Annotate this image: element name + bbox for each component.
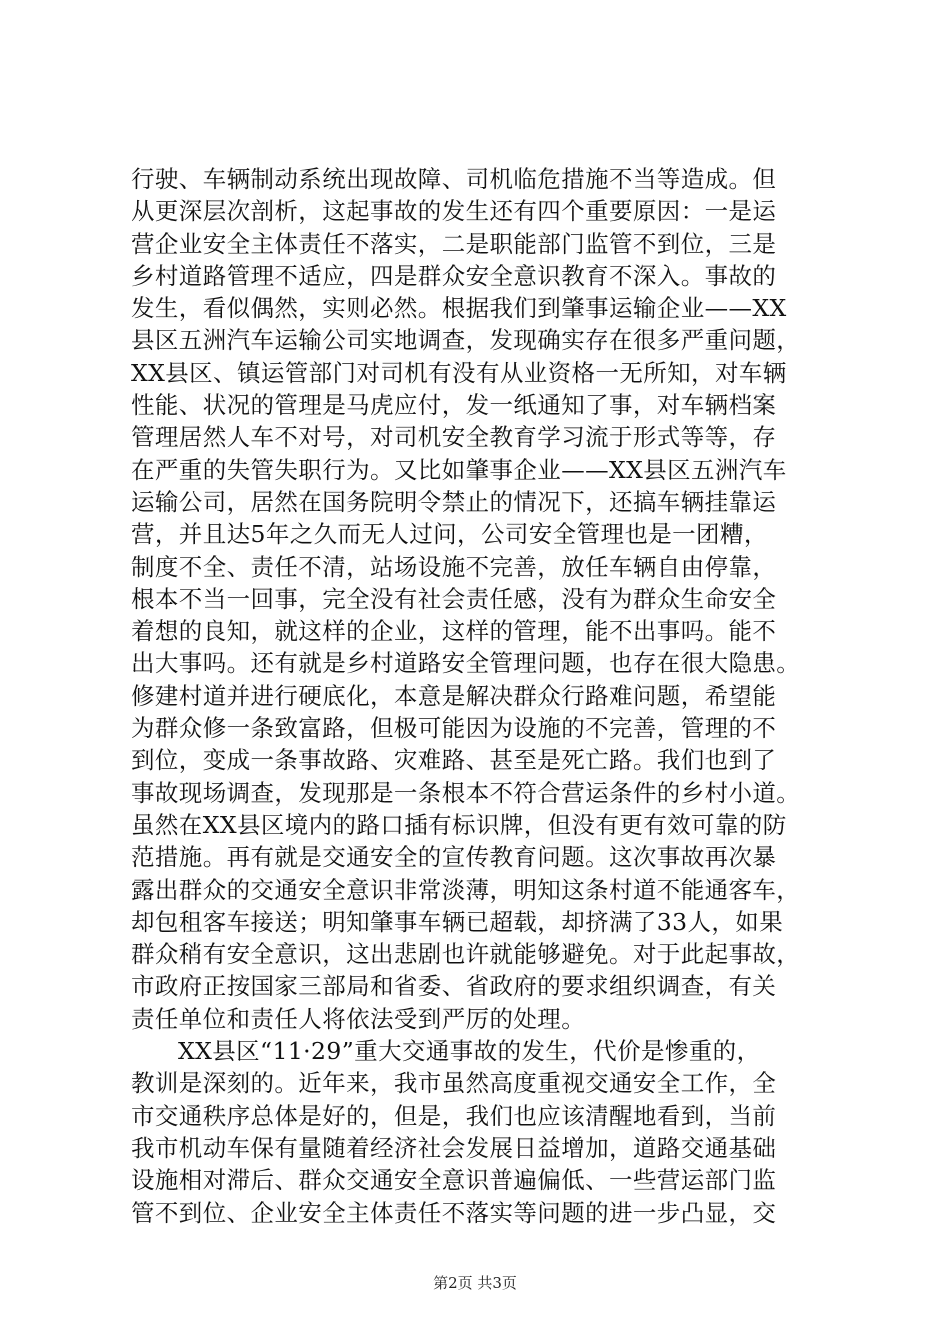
text-line: 县区五洲汽车运输公司实地调查，发现确实存在很多严重问题， <box>131 326 801 355</box>
text-line: 性能、状况的管理是马虎应付，发一纸通知了事，对车辆档案 <box>131 391 777 420</box>
text-line: 露出群众的交通安全意识非常淡薄，明知这条村道不能通客车， <box>131 875 801 904</box>
text-line: 虽然在XX县区境内的路口插有标识牌，但没有更有效可靠的防 <box>131 810 787 839</box>
text-line: 从更深层次剖析，这起事故的发生还有四个重要原因：一是运 <box>131 197 777 226</box>
text-line: 到位，变成一条事故路、灾难路、甚至是死亡路。我们也到了 <box>131 746 777 775</box>
text-line: 却包租客车接送；明知肇事车辆已超载，却挤满了33人，如果 <box>131 907 784 936</box>
text-line: 设施相对滞后、群众交通安全意识普遍偏低、一些营运部门监 <box>131 1166 777 1195</box>
text-line: 营企业安全主体责任不落实，二是职能部门监管不到位，三是 <box>131 229 777 258</box>
text-line: 管理居然人车不对号，对司机安全教育学习流于形式等等，存 <box>131 423 777 452</box>
text-line: 行驶、车辆制动系统出现故障、司机临危措施不当等造成。但 <box>131 165 777 193</box>
text-line: 乡村道路管理不适应，四是群众安全意识教育不深入。事故的 <box>131 261 777 290</box>
text-line: 我市机动车保有量随着经济社会发展日益增加，道路交通基础 <box>131 1133 777 1162</box>
text-line: 市交通秩序总体是好的，但是，我们也应该清醒地看到，当前 <box>131 1101 777 1130</box>
text-line: 教训是深刻的。近年来，我市虽然高度重视交通安全工作，全 <box>131 1069 777 1098</box>
text-line: 着想的良知，就这样的企业，这样的管理，能不出事吗。能不 <box>131 617 777 646</box>
text-line: XX县区、镇运管部门对司机有没有从业资格一无所知，对车辆 <box>131 358 787 387</box>
body-text <box>131 163 851 1229</box>
text-line: 范措施。再有就是交通安全的宣传教育问题。这次事故再次暴 <box>131 843 777 872</box>
text-line: 市政府正按国家三部局和省委、省政府的要求组织调查，有关 <box>131 972 777 1001</box>
text-line: 出大事吗。还有就是乡村道路安全管理问题，也存在很大隐患。 <box>131 649 801 678</box>
text-line: 运输公司，居然在国务院明令禁止的情况下，还搞车辆挂靠运 <box>131 487 777 516</box>
paragraph-start-line: XX县区“11·29”重大交通事故的发生，代价是惨重的， <box>178 1037 761 1066</box>
text-line: 管不到位、企业安全主体责任不落实等问题的进一步凸显，交 <box>131 1198 777 1227</box>
text-line: 制度不全、责任不清，站场设施不完善，放任车辆自由停靠， <box>131 552 777 581</box>
text-line: 事故现场调查，发现那是一条根本不符合营运条件的乡村小道。 <box>131 778 801 807</box>
text-line: 营，并且达5年之久而无人过问，公司安全管理也是一团糟， <box>131 520 768 549</box>
text-line: 修建村道并进行硬底化，本意是解决群众行路难问题，希望能 <box>131 681 777 710</box>
text-line: 责任单位和责任人将依法受到严厉的处理。 <box>131 1004 586 1033</box>
text-line: 根本不当一回事，完全没有社会责任感，没有为群众生命安全 <box>131 584 777 613</box>
text-line: 发生，看似偶然，实则必然。根据我们到肇事运输企业——XX <box>131 294 787 323</box>
text-line: 群众稍有安全意识，这出悲剧也许就能够避免。对于此起事故， <box>131 940 801 969</box>
text-line: 在严重的失管失职行为。又比如肇事企业——XX县区五洲汽车 <box>131 455 787 484</box>
page-number-footer: 第2页 共3页 <box>433 1274 517 1292</box>
text-line: 为群众修一条致富路，但极可能因为设施的不完善，管理的不 <box>131 714 777 743</box>
